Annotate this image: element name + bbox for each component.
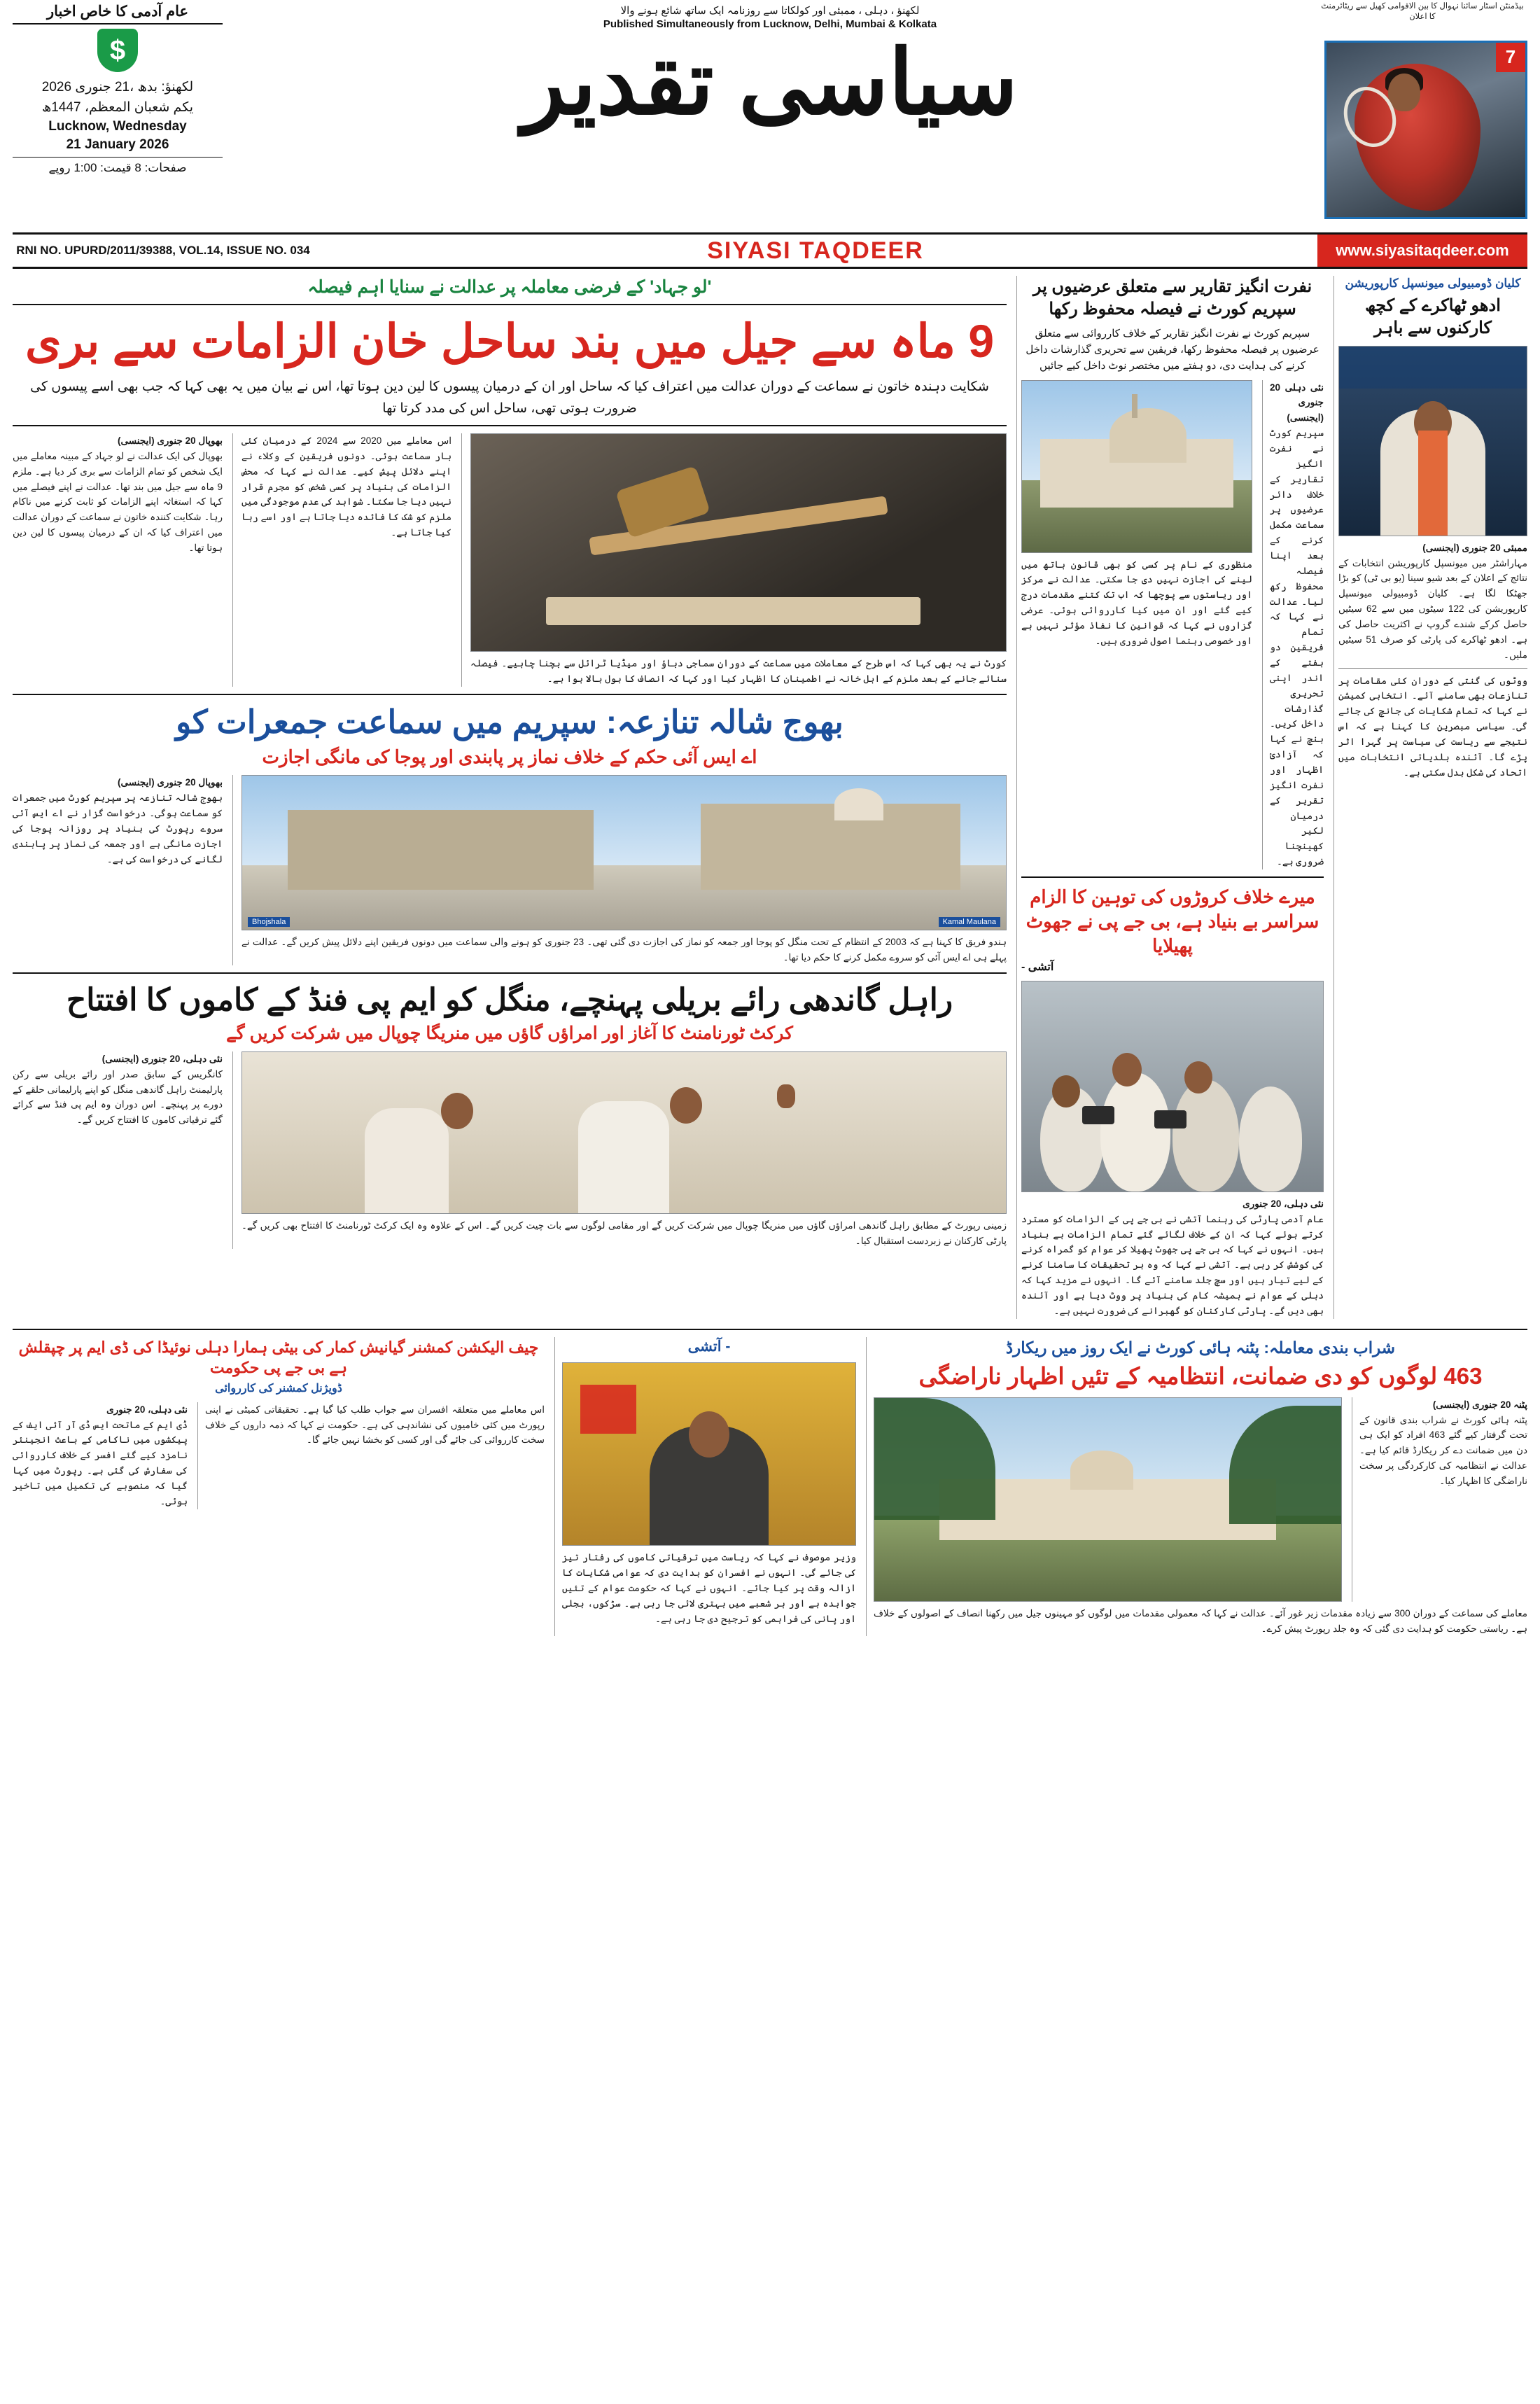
bhojshala-dateline: بھوپال 20 جنوری (ایجنسی) bbox=[118, 777, 223, 788]
bhojshala-subhead: اے ایس آئی حکم کے خلاف نماز پر پابندی اور پوجا کی مانگی اجازت bbox=[262, 746, 757, 768]
atishi-quote-headline: میرے خلاف کروڑوں کی توہین کا الزام سراسر بے بنیاد ہے، بی جے پی نے جھوٹ پھیلایا bbox=[1026, 886, 1320, 957]
masthead-right-block bbox=[13, 0, 223, 175]
date-english-city: Lucknow, Wednesday bbox=[48, 119, 187, 134]
thackeray-section bbox=[1334, 276, 1527, 1319]
dm-headline: چیف الیکشن کمشنر گیانیش کمار کی بیٹی ہمارا دہلی نوئیڈا کی ڈی ایم پر چپقلش ہے بی جے پی حکومت bbox=[18, 1338, 539, 1377]
masthead-title-urdu: سیاسی تقدیر bbox=[522, 33, 1018, 133]
shrab-columns bbox=[874, 1397, 1527, 1602]
thackeray-col-left-text: ووٹوں کی گنتی کے دوران کئی مقامات پر تنازعات بھی سامنے آئے۔ انتخابی کمیشن نے کہا کہ تمام شکایات کی جانچ کی جائے گی۔ سیاسی مبصرین کا کہنا ہے کہ اس نتیجے سے ریاست کی سیاست پر گہرا اثر پڑے گا۔ آئندہ بلدیاتی انتخابات میں اتحاد کی شکل بدل سکتی ہے۔ bbox=[1338, 675, 1527, 778]
rni-number: RNI NO. UPURD/2011/39388, VOL.14, ISSUE NO. 034 bbox=[16, 244, 310, 257]
thackeray-headline: ادھو ٹھاکرے کے کچھ کارکنوں سے باہر bbox=[1365, 295, 1501, 338]
dm-col-left bbox=[197, 1402, 545, 1509]
rahul-col-right-text: کانگریس کے سابق صدر اور رائے بریلی سے رکن پارلیمنٹ راہل گاندھی منگل کو اپنے پارلیمانی حلقے کے دورے پر پہنچے۔ اس دوران وہ ایم پی فنڈ سے کرائے گئے ترقیاتی کاموں کا افتتاح کریں گے۔ bbox=[13, 1068, 223, 1126]
lead-col-mid-text: اس معاملے میں 2020 سے 2024 کے درمیان کئی بار سماعت ہوئی۔ دونوں فریقین کے وکلاء نے اپنے دلائل پیش کیے۔ عدالت نے کہا کہ محض الزامات کی بنیاد پر کسی شخص کو مجرم قرار نہیں دیا جا سکتا۔ شواہد کی عدم موجودگی میں ملزم کو شک کا فائدہ دیا جاتا ہے اور اسے رہا کیا جاتا ہے۔ bbox=[241, 435, 451, 538]
lead-columns bbox=[13, 433, 1007, 687]
rahul-columns bbox=[13, 1051, 1007, 1249]
masthead-left-caption: بیڈمنٹن اسٹار سائنا نہوال کا بین الاقوامی کھیل سے ریٹائرمنٹ کا اعلان bbox=[1321, 2, 1524, 21]
shrab-kicker: شراب بندی معاملہ: پٹنہ ہائی کورٹ نے ایک روز میں ریکارڈ bbox=[1005, 1338, 1396, 1357]
rahul-dateline: نئی دہلی، 20 جنوری (ایجنسی) bbox=[102, 1053, 223, 1064]
shrab-col-left-text: معاملے کی سماعت کے دوران 300 سے زیادہ مقدمات زیر غور آئے۔ عدالت نے کہا کہ معمولی مقدمات میں لوگوں کو مہینوں جیل میں رکھنا انصاف کے اصولوں کے خلاف ہے۔ ریاستی حکومت کو ہدایت دی گئی کہ وہ جلد رپورٹ پیش کرے۔ bbox=[874, 1607, 1527, 1634]
lead-col-left-text: کورٹ نے یہ بھی کہا کہ اس طرح کے معاملات میں سماعت کے دوران سماجی دباؤ اور میڈیا ٹرائل سے بچنا چاہیے۔ فیصلہ سنائے جانے کے بعد ملزم کے اہل خانہ نے اطمینان کا اظہار کیا اور کہا کہ انصاف کا بول بالا ہوا ہے۔ bbox=[470, 658, 1007, 684]
bhojshala-col-right bbox=[13, 775, 223, 965]
left-top-photo-col bbox=[1021, 380, 1252, 870]
main-grid bbox=[13, 276, 1527, 1319]
minister-article bbox=[554, 1337, 856, 1637]
left-top-columns bbox=[1021, 380, 1324, 870]
minister-text: وزیر موصوف نے کہا کہ ریاست میں ترقیاتی کاموں کی رفتار تیز کی جائے گی۔ انہوں نے افسران کو ہدایت دی کہ عوامی شکایات کا ازالہ وقت پر کیا جائے۔ انہوں نے کہا کہ حکومت عوام کے تئیں جوابدہ ہے اور ہر شعبے میں بہتری لائی جا رہی ہے۔ سڑکوں، بجلی اور پانی کی فراہمی کو ترجیح دی جا رہی ہے۔ bbox=[562, 1552, 856, 1624]
player-head-shape bbox=[1388, 74, 1420, 111]
minister-photo bbox=[562, 1362, 856, 1546]
shrab-text-col bbox=[1352, 1397, 1527, 1602]
bhojshala-col-right-text: بھوج شالہ تنازعہ پر سپریم کورٹ میں جمعرات کو سماعت ہوگی۔ درخواست گزار نے اے ایس آئی سروے رپورٹ کی بنیاد پر روزانہ پوجا کی اجازت مانگی ہے اور جمعہ کی نماز پر پابندی لگانے کی درخواست کی ہے۔ bbox=[13, 792, 223, 865]
dm-article bbox=[13, 1337, 545, 1637]
shrab-headline: 463 لوگوں کو دی ضمانت، انتظامیہ کے تئیں اظہار ناراضگی bbox=[918, 1362, 1483, 1389]
brand-logo-icon: $ bbox=[97, 29, 138, 72]
thackeray-col-right-text: مہاراشٹر میں میونسپل کارپوریشن انتخابات کے نتائج کے اعلان کے بعد شیو سینا (یو بی ٹی) کو بڑا جھٹکا لگا ہے۔ کلیان ڈومبیولی میونسپل کارپوریشن کی 122 سیٹوں میں سے 62 سیٹیں حاصل کرکے شندے گروپ نے اکثریت حاصل کی ہے۔ ادھو ٹھاکرے کی پارٹی کو صرف 51 سیٹیں ملیں۔ bbox=[1338, 557, 1528, 660]
badminton-photo bbox=[1324, 41, 1527, 219]
rahul-photo bbox=[241, 1051, 1007, 1214]
page-number-badge: 7 bbox=[1496, 43, 1525, 72]
rahul-photo-col bbox=[232, 1051, 1007, 1249]
lead-dateline: بھوپال 20 جنوری (ایجنسی) bbox=[118, 435, 223, 447]
lead-kicker: 'لو جہاد' کے فرضی معاملہ پر عدالت نے سنایا اہم فیصلہ bbox=[13, 276, 1007, 305]
dm-kicker: ڈویژنل کمشنر کی کارروائی bbox=[215, 1383, 342, 1395]
masthead bbox=[13, 0, 1527, 231]
masthead-tagline: عام آدمی کا خاص اخبار bbox=[13, 3, 223, 25]
supreme-court-photo bbox=[1021, 380, 1252, 553]
masthead-strip bbox=[13, 232, 1527, 269]
minister-headline: - آتشی bbox=[687, 1338, 731, 1355]
atishi-press-photo bbox=[1021, 981, 1324, 1192]
left-top-col-right-text: سپریم کورٹ نے نفرت انگیز تقاریر کے خلاف دائر عرضیوں پر سماعت مکمل کرنے کے بعد اپنا فیصلہ محفوظ رکھ لیا۔ عدالت نے کہا کہ تمام فریقین دو ہفتے کے اندر اپنی تحریری گذارشات داخل کریں۔ بنچ نے کہا کہ آزادیٔ اظہار اور نفرت انگیز تقریر کے درمیان لکیر کھینچنا ضروری ہے۔ bbox=[1270, 428, 1324, 867]
shrab-dateline: پٹنہ 20 جنوری (ایجنسی) bbox=[1432, 1399, 1527, 1410]
left-top-dateline: نئی دہلی 20 جنوری (ایجنسی) bbox=[1270, 382, 1324, 424]
left-top-sub: سپریم کورٹ نے نفرت انگیز تقاریر کے خلاف کارروائی سے متعلق عرضیوں پر فیصلہ محفوظ رکھا، فریقین سے تحریری گذارشات داخل کرنے کی ہدایت دی، دو ہفتے میں مختصر نوٹ داخل کیے جائیں bbox=[1026, 327, 1320, 372]
dm-columns bbox=[13, 1402, 545, 1509]
lead-col-mid bbox=[232, 433, 451, 687]
lead-col-right bbox=[13, 433, 223, 687]
lead-col-right-text: بھوپال کی ایک عدالت نے لو جہاد کے مبینہ معاملے میں ایک شخص کو تمام الزامات سے بری کر دیا ہے۔ ملزم 9 ماہ سے جیل میں بند تھا۔ عدالت نے اپنے فیصلے میں کہا کہ استغاثہ اپنے الزامات کو ثابت کرنے میں ناکام رہا۔ شکایت کنندہ خاتون نے سماعت کے دوران عدالت میں اعتراف کیا کہ ان کے درمیان پیسوں کا لین دین ہوتا تھا۔ bbox=[13, 450, 223, 554]
masthead-topline-urdu: لکھنؤ ، دہلی ، ممبئی اور کولکاتا سے روزنامہ ایک ساتھ شائع ہونے والا bbox=[620, 5, 920, 17]
left-section bbox=[1016, 276, 1324, 1319]
dm-col-right-text: ڈی ایم کے ماتحت ایس ڈی آر آئی ایف کے پیکشوں میں ناکامی کے باعث انجینئر نامزد کیے گئے افسر کے خلاف کارروائی کی سفارش کی گئی ہے۔ رپورٹ میں کہا گیا کہ منصوبے کی تکمیل میں تاخیر ہوئی۔ bbox=[13, 1419, 188, 1507]
lead-subhead: شکایت دہندہ خاتون نے سماعت کے دوران عدالت میں اعتراف کیا کہ ساحل اور ان کے درمیان پیسوں کا لین دین ہوتا تھا، اس نے بیان میں یہ بھی کہا کہ جب بھی اسے پیسوں کی ضرورت ہوتی تھی، ساحل اس کی مدد کرتا تھا bbox=[30, 379, 989, 416]
thackeray-kicker: کلیان ڈومبیولی میونسپل کارپوریشن bbox=[1345, 277, 1521, 290]
bhojshala-headline: بھوج شالہ تنازعہ: سپریم میں سماعت جمعرات کو bbox=[176, 703, 844, 740]
rahul-col-right bbox=[13, 1051, 223, 1249]
shrab-article bbox=[866, 1337, 1527, 1637]
pages-price: صفحات: 8 قیمت: 1:00 روپے bbox=[13, 157, 223, 175]
left-top-col-left-text: منظوری کے نام پر کسی کو بھی قانون ہاتھ میں لینے کی اجازت نہیں دی جا سکتی۔ عدالت نے مرکز اور ریاستوں سے پوچھا کہ اب تک کتنے مقدمات درج کیے گئے اور ان میں کیا کارروائی ہوئی۔ عرضی گزاروں نے کہا کہ قوانین کا نفاذ مؤثر نہیں ہے اور خصوصی رہنما اصول ضروری ہیں۔ bbox=[1021, 559, 1252, 646]
dm-col-left-text: اس معاملے میں متعلقہ افسران سے جواب طلب کیا گیا ہے۔ تحقیقاتی کمیٹی نے اپنی رپورٹ میں کئی خامیوں کی نشاندہی کی ہے۔ حکومت نے کہا کہ ذمہ داروں کے خلاف سخت کارروائی کی جائے گی اور کسی کو بخشا نہیں جائے گا۔ bbox=[205, 1404, 545, 1446]
lead-section bbox=[13, 276, 1007, 1319]
bhojshala-photo-col bbox=[232, 775, 1007, 965]
lead-photo-col bbox=[461, 433, 1007, 687]
thackeray-dateline: ممبئی 20 جنوری (ایجنسی) bbox=[1422, 542, 1527, 553]
bhojshala-photo-caption-left: Kamal Maulana bbox=[939, 917, 1000, 927]
dm-dateline: نئی دہلی، 20 جنوری bbox=[106, 1404, 188, 1415]
dm-col-right bbox=[13, 1402, 188, 1509]
bottom-grid bbox=[13, 1337, 1527, 1637]
bhojshala-article bbox=[13, 702, 1007, 965]
bhojshala-photo bbox=[241, 775, 1007, 930]
masthead-left-block bbox=[1317, 0, 1527, 219]
masthead-topline-english: Published Simultaneously from Lucknow, Delhi, Mumbai & Kolkata bbox=[603, 18, 937, 30]
bhojshala-col-left-text: ہندو فریق کا کہنا ہے کہ 2003 کے انتظام کے تحت منگل کو پوجا اور جمعہ کو نماز کی اجازت دی گئی تھی۔ 23 جنوری کو ہونے والی سماعت میں دونوں فریقین اپنے دلائل پیش کریں گے۔ عدالت نے پہلے ہی اے ایس آئی کو سروے مکمل کرنے کا حکم دیا تھا۔ bbox=[241, 937, 1007, 963]
gavel-photo bbox=[470, 433, 1007, 652]
thackeray-photo bbox=[1338, 346, 1527, 536]
date-urdu-line-1: لکھنؤ: بدھ ،21 جنوری 2026 bbox=[41, 80, 194, 95]
masthead-title-english: SIYASI TAQDEER bbox=[707, 237, 924, 264]
patna-high-court-photo bbox=[874, 1397, 1342, 1602]
atishi-quote-attribution: - آتشی bbox=[1021, 961, 1054, 974]
atishi-text: عام آدمی پارٹی کی رہنما آتشی نے بی جے پی کے الزامات کو مسترد کرتے ہوئے کہا کہ ان کے خلاف لگائے گئے تمام الزامات بے بنیاد ہیں۔ انہوں نے کہا کہ بی جے پی جھوٹ پھیلا کر عوام کو گمراہ کرنے کی کوشش کر رہی ہے۔ آتشی نے کہا کہ وہ ہر تحقیقات کا سامنا کرنے کے لیے تیار ہیں اور سچ جلد سامنے آئے گا۔ انہوں نے مزید کہا کہ دہلی کے عوام نے ہمیشہ کام کی بنیاد پر ووٹ دیا ہے اور آئندہ بھی دیں گے۔ پارٹی کارکنان کو گھبرانے کی ضرورت نہیں ہے۔ bbox=[1021, 1213, 1324, 1316]
website-link[interactable]: www.siyasitaqdeer.com bbox=[1317, 235, 1527, 267]
masthead-center bbox=[223, 0, 1317, 133]
bhojshala-photo-caption-right: Bhojshala bbox=[248, 917, 290, 927]
rahul-subhead: کرکٹ ٹورنامنٹ کا آغاز اور امراؤں گاؤں میں منریگا چوپال میں شرکت کریں گے bbox=[226, 1023, 793, 1044]
date-english: 21 January 2026 bbox=[66, 137, 169, 152]
rahul-article bbox=[13, 981, 1007, 1248]
left-top-text-col bbox=[1262, 380, 1324, 870]
bhojshala-columns bbox=[13, 775, 1007, 965]
shrab-col-right-text: پٹنہ ہائی کورٹ نے شراب بندی قانون کے تحت گرفتار کیے گئے 463 افراد کو ایک ہی دن میں ضمانت دے کر ریکارڈ قائم کیا ہے۔ عدالت نے انتظامیہ کی کارکردگی پر سخت ناراضگی کا اظہار کیا۔ bbox=[1359, 1414, 1528, 1487]
lead-headline: 9 ماہ سے جیل میں بند ساحل خان الزامات سے بری bbox=[24, 314, 995, 367]
shrab-photo-col bbox=[874, 1397, 1342, 1602]
rahul-col-left-text: زمینی رپورٹ کے مطابق راہل گاندھی امراؤں گاؤں میں منریگا چوپال میں شرکت کریں گے اور مقامی لوگوں سے بات چیت کریں گے۔ اس کے علاوہ وہ ایک کرکٹ ٹورنامنٹ کا افتتاح بھی کریں گے۔ پارٹی کارکنان نے زبردست استقبال کیا۔ bbox=[241, 1220, 1007, 1246]
date-urdu-line-2: یکم شعبان المعظم، 1447ھ bbox=[42, 99, 193, 115]
rahul-headline: راہل گاندھی رائے بریلی پہنچے، منگل کو ایم پی فنڈ کے کاموں کا افتتاح bbox=[66, 983, 953, 1018]
left-top-kicker: نفرت انگیز تقاریر سے متعلق عرضیوں پر سپریم کورٹ نے فیصلہ محفوظ رکھا bbox=[1032, 277, 1312, 319]
atishi-dateline: نئی دہلی، 20 جنوری bbox=[1242, 1198, 1324, 1209]
